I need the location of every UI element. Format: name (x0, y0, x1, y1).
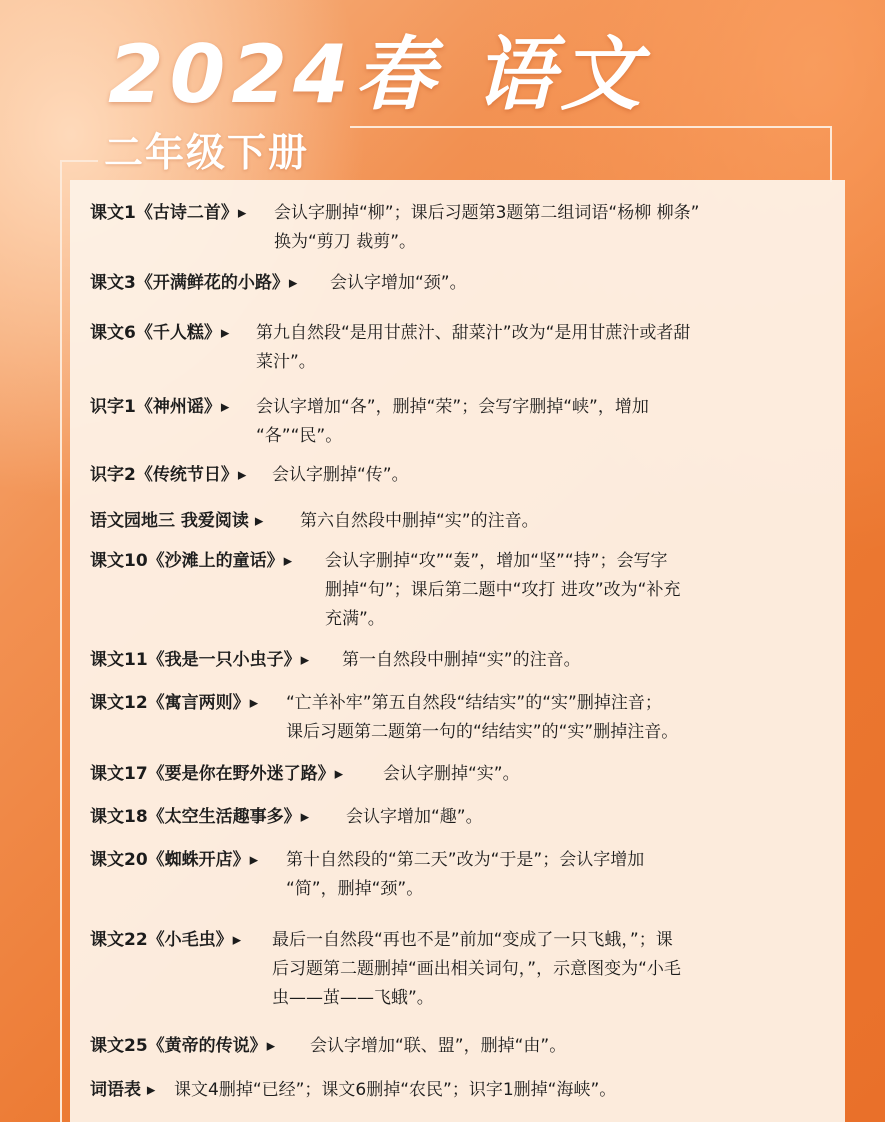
entry-heading: 语文园地三 我爱阅读 ▸ (90, 511, 264, 531)
page-title: 2024春 语文 (108, 28, 647, 121)
entry-line: “各”“民”。 (256, 426, 343, 446)
entry-line: 课文4删掉“已经”；课文6删掉“农民”；识字1删掉“海峡”。 (174, 1080, 617, 1100)
frame-line-right (830, 126, 832, 182)
entry-heading: 课文1《古诗二首》▸ (90, 203, 247, 223)
entry-body (346, 803, 483, 832)
entry-line: 第一自然段中删掉“实”的注音。 (342, 650, 581, 670)
entry-heading: 课文17《要是你在野外迷了路》▸ (90, 764, 344, 784)
entry-line: 会认字增加“趣”。 (346, 807, 483, 827)
entry-body (174, 1076, 616, 1105)
entry-line: 会认字删掉“柳”；课后习题第3题第二组词语“杨柳 柳条” (274, 203, 700, 223)
entry-heading: 词语表 ▸ (90, 1080, 156, 1100)
page-subtitle: 二年级下册 (104, 131, 310, 176)
entry-heading: 课文10《沙滩上的童话》▸ (90, 551, 293, 571)
entry-line: 菜汁”。 (256, 352, 316, 372)
entry-line: 第十自然段的“第二天”改为“于是”；会认字增加 (286, 850, 645, 870)
entry-body (256, 319, 690, 377)
entry-line: 虫——茧——飞蛾”。 (272, 988, 434, 1008)
frame-line-left (60, 160, 62, 1122)
entry-body (256, 393, 649, 451)
entry-line: 会认字增加“颈”。 (330, 273, 467, 293)
entry-body (330, 269, 467, 298)
entry-heading: 课文22《小毛虫》▸ (90, 930, 242, 950)
entry-line: 第九自然段“是用甘蔗汁、甜菜汁”改为“是用甘蔗汁或者甜 (256, 323, 691, 343)
entry-heading: 课文6《千人糕》▸ (90, 323, 230, 343)
entry-body (300, 507, 539, 536)
entry-heading: 课文20《蜘蛛开店》▸ (90, 850, 259, 870)
entry-heading: 课文25《黄帝的传说》▸ (90, 1036, 276, 1056)
entry-line: 最后一自然段“再也不是”前加“变成了一只飞蛾，”；课 (272, 930, 673, 950)
entry-line: 会认字增加“联、盟”，删掉“由”。 (310, 1036, 567, 1056)
entry-line: 课后习题第二题第一句的“结结实”的“实”删掉注音。 (286, 722, 679, 742)
entry-body (383, 760, 520, 789)
entry-body (342, 646, 581, 675)
entry-heading: 课文3《开满鲜花的小路》▸ (90, 273, 298, 293)
entry-body (286, 689, 678, 747)
entry-line: 后习题第二题删掉“画出相关词句，”，示意图变为“小毛 (272, 959, 681, 979)
entry-body (325, 547, 680, 634)
entry-line: 换为“剪刀 裁剪”。 (274, 232, 417, 252)
entry-body (274, 199, 699, 257)
entry-heading: 课文12《寓言两则》▸ (90, 693, 259, 713)
entry-heading: 课文11《我是一只小虫子》▸ (90, 650, 310, 670)
entry-line: 会认字增加“各”，删掉“荣”；会写字删掉“峡”，增加 (256, 397, 649, 417)
entry-heading: 课文18《太空生活趣事多》▸ (90, 807, 310, 827)
entry-line: 删掉“句”；课后第二题中“攻打 进攻”改为“补充 (325, 580, 681, 600)
entry-body (310, 1032, 566, 1061)
entry-line: “亡羊补牢”第五自然段“结结实”的“实”删掉注音； (286, 693, 662, 713)
entry-line: 会认字删掉“实”。 (383, 764, 520, 784)
entry-line: 第六自然段中删掉“实”的注音。 (300, 511, 539, 531)
entry-body (286, 846, 644, 904)
entry-line: 会认字删掉“传”。 (272, 465, 409, 485)
frame-line-top (350, 126, 832, 128)
frame-line-left-top (60, 160, 98, 162)
entry-body (272, 926, 681, 1013)
entry-line: “简”，删掉“颈”。 (286, 879, 424, 899)
entry-body (272, 461, 409, 490)
entry-line: 充满”。 (325, 609, 385, 629)
entry-heading: 识字1《神州谣》▸ (90, 397, 230, 417)
entry-line: 会认字删掉“攻”“轰”，增加“坚”“持”；会写字 (325, 551, 668, 571)
entry-heading: 识字2《传统节日》▸ (90, 465, 247, 485)
